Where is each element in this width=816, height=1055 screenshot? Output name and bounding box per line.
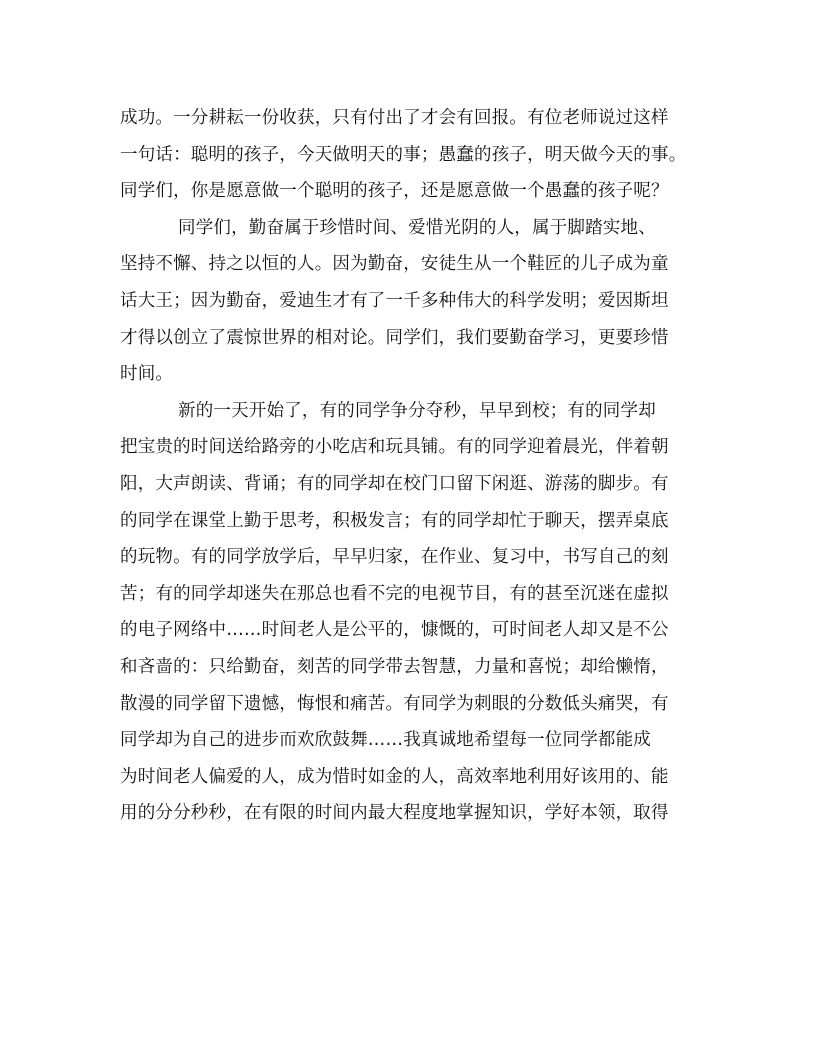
text-line: 和吝啬的：只给勤奋，刻苦的同学带去智慧，力量和喜悦；却给懒惰， xyxy=(120,656,669,677)
paragraph-3 xyxy=(120,393,700,832)
text-line: 成功。一分耕耘一份收获，只有付出了才会有回报。有位老师说过这样 xyxy=(120,108,669,128)
text-line: 用的分分秒秒，在有限的时间内最大程度地掌握知识，学好本领，取得 xyxy=(120,803,669,824)
text-line: 阳，大声朗读、背诵；有的同学却在校门口留下闲逛、游荡的脚步。有 xyxy=(120,473,669,494)
text-line: 同学们，勤奋属于珍惜时间、爱惜光阴的人，属于脚踏实地、 xyxy=(178,217,656,238)
text-line: 一句话：聪明的孩子，今天做明天的事；愚蠢的孩子，明天做今天的事。 xyxy=(120,144,687,165)
text-line: 坚持不懈、持之以恒的人。因为勤奋，安徒生从一个鞋匠的儿子成为童 xyxy=(120,254,669,275)
text-line: 同学却为自己的进步而欢欣鼓舞……我真诚地希望每一位同学都能成 xyxy=(120,730,651,751)
text-line: 苦；有的同学却迷失在那总也看不完的电视节目，有的甚至沉迷在虚拟 xyxy=(120,583,669,604)
text-line: 散漫的同学留下遗憾，悔恨和痛苦。有同学为刺眼的分数低头痛哭，有 xyxy=(120,693,669,714)
text-line: 把宝贵的时间送给路旁的小吃店和玩具铺。有的同学迎着晨光，伴着朝 xyxy=(120,437,669,458)
text-line: 的电子网络中……时间老人是公平的，慷慨的，可时间老人却又是不公 xyxy=(120,620,669,641)
text-line: 为时间老人偏爱的人，成为惜时如金的人，高效率地利用好该用的、能 xyxy=(120,766,669,787)
document-body xyxy=(120,100,700,832)
text-line: 的玩物。有的同学放学后，早早归家，在作业、复习中，书写自己的刻 xyxy=(120,547,669,568)
paragraph-1 xyxy=(120,100,700,210)
text-line: 的同学在课堂上勤于思考，积极发言；有的同学却忙于聊天，摆弄桌底 xyxy=(120,510,669,531)
text-line: 话大王；因为勤奋，爱迪生才有了一千多种伟大的科学发明；爱因斯坦 xyxy=(120,290,669,311)
paragraph-2 xyxy=(120,210,700,393)
text-line: 同学们，你是愿意做一个聪明的孩子，还是愿意做一个愚蠢的孩子呢？ xyxy=(120,181,669,202)
text-line: 时间。 xyxy=(120,364,174,385)
text-line: 新的一天开始了，有的同学争分夺秒，早早到校；有的同学却 xyxy=(178,400,656,421)
text-line: 才得以创立了震惊世界的相对论。同学们，我们要勤奋学习，更要珍惜 xyxy=(120,327,669,348)
